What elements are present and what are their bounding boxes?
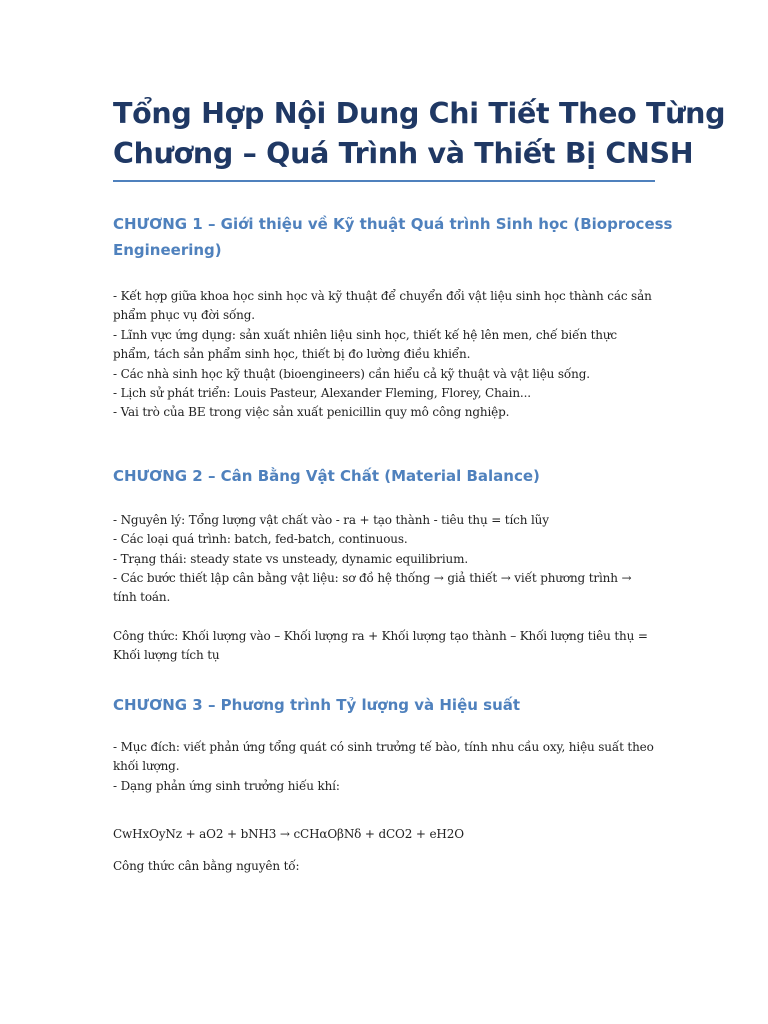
chapter-2-line: - Trạng thái: steady state vs unsteady, dynamic equilibrium. [113, 551, 469, 566]
chapter-1-heading-line-1: CHƯƠNG 1 – Giới thiệu về Kỹ thuật Quá trình Sinh học (Bioprocess [113, 215, 673, 233]
chapter-2-line: tính toán. [113, 590, 171, 605]
chapter-3-line: - Dạng phản ứng sinh trưởng hiếu khí: [113, 778, 340, 793]
document-title [113, 94, 726, 174]
chapter-2-content [113, 511, 656, 608]
chapter-1-line: - Vai trò của BE trong việc sản xuất penicillin quy mô công nghiệp. [113, 405, 510, 420]
chapter-2-line: - Các loại quá trình: batch, fed-batch, continuous. [113, 532, 408, 547]
chapter-2-line: - Các bước thiết lập cân bằng vật liệu: sơ đồ hệ thống → giả thiết → viết phương trình → [113, 571, 632, 586]
growth-reaction-equation: CwHxOyNz + aO2 + bNH3 → cCHαOβNδ + dCO2 + eH2O [113, 826, 464, 841]
chapter-2-heading: CHƯƠNG 2 – Cân Bằng Vật Chất (Material Balance) [113, 466, 540, 485]
chapter-1-line: phẩm, tách sản phẩm sinh học, thiết bị đo lường điều khiển. [113, 347, 471, 362]
chapter-3-line: - Mục đích: viết phản ứng tổng quát có sinh trưởng tế bào, tính nhu cầu oxy, hiệu suất theo [113, 739, 654, 754]
title-underline [113, 180, 655, 182]
chapter-1-line: phẩm phục vụ đời sống. [113, 308, 255, 323]
chapter-3-line: khối lượng. [113, 759, 180, 774]
chapter-2-formula-line-2: Khối lượng tích tụ [113, 648, 220, 663]
chapter-1-line: - Lĩnh vực ứng dụng: sản xuất nhiên liệu sinh học, thiết kế hệ lên men, chế biến thực [113, 327, 617, 342]
chapter-1-heading [113, 211, 673, 263]
chapter-3-content [113, 738, 656, 796]
title-line-2: Chương – Quá Trình và Thiết Bị CNSH [113, 137, 694, 170]
element-balance-label: Công thức cân bằng nguyên tố: [113, 859, 300, 874]
title-line-1: Tổng Hợp Nội Dung Chi Tiết Theo Từng [113, 97, 726, 130]
chapter-2-line: - Nguyên lý: Tổng lượng vật chất vào - ra + tạo thành - tiêu thụ = tích lũy [113, 512, 549, 527]
chapter-1-line: - Các nhà sinh học kỹ thuật (bioengineers) cần hiểu cả kỹ thuật và vật liệu sống. [113, 366, 590, 381]
chapter-1-line: - Kết hợp giữa khoa học sinh học và kỹ thuật để chuyển đổi vật liệu sinh học thành các sản [113, 289, 652, 303]
chapter-2-formula [113, 627, 656, 666]
chapter-3-heading: CHƯƠNG 3 – Phương trình Tỷ lượng và Hiệu suất [113, 695, 521, 714]
chapter-1-content [113, 287, 656, 423]
chapter-1-heading-line-2: Engineering) [113, 241, 222, 259]
chapter-1-line: - Lịch sử phát triển: Louis Pasteur, Alexander Fleming, Florey, Chain... [113, 386, 531, 401]
chapter-2-formula-line-1: Công thức: Khối lượng vào – Khối lượng ra + Khối lượng tạo thành – Khối lượng tiêu thụ = [113, 628, 648, 643]
